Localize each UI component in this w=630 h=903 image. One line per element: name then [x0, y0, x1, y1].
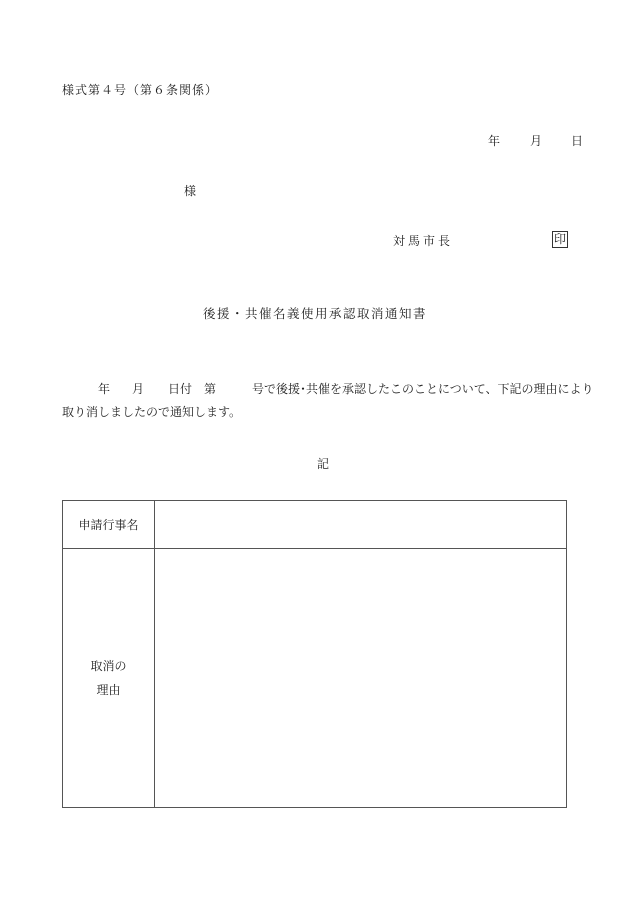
seal-mark: 印 — [553, 232, 566, 246]
date-day-label: 日 — [571, 134, 584, 148]
note-heading: 記 — [316, 457, 329, 471]
cancellation-reason-label — [63, 549, 154, 807]
cancellation-reason-field[interactable] — [155, 549, 566, 807]
details-table — [62, 500, 567, 808]
date-year-label: 年 — [488, 134, 501, 148]
body-number-prefix: 第 — [204, 382, 217, 396]
cancellation-reason-label-line-1: 取消の — [90, 659, 127, 673]
body-text-line-2: 取り消しましたので通知します。 — [62, 405, 242, 419]
body-line-1-text: 号で後援･共催を承認したこのことについて、下記の理由により — [252, 382, 594, 396]
body-year-label: 年 — [98, 382, 111, 396]
body-month-label: 月 — [132, 382, 145, 396]
form-number-label: 様式第４号（第６条関係） — [62, 83, 219, 97]
event-name-field[interactable] — [155, 501, 566, 548]
date-month-label: 月 — [530, 134, 543, 148]
addressee-suffix: 様 — [184, 184, 197, 198]
cancellation-reason-label-line-2: 理由 — [96, 683, 121, 697]
body-date-suffix: 日付 — [168, 382, 193, 396]
document-title: 後援・共催名義使用承認取消通知書 — [202, 306, 427, 321]
event-name-label: 申請行事名 — [78, 518, 139, 532]
issuer-title: 対馬市長 — [393, 234, 454, 248]
